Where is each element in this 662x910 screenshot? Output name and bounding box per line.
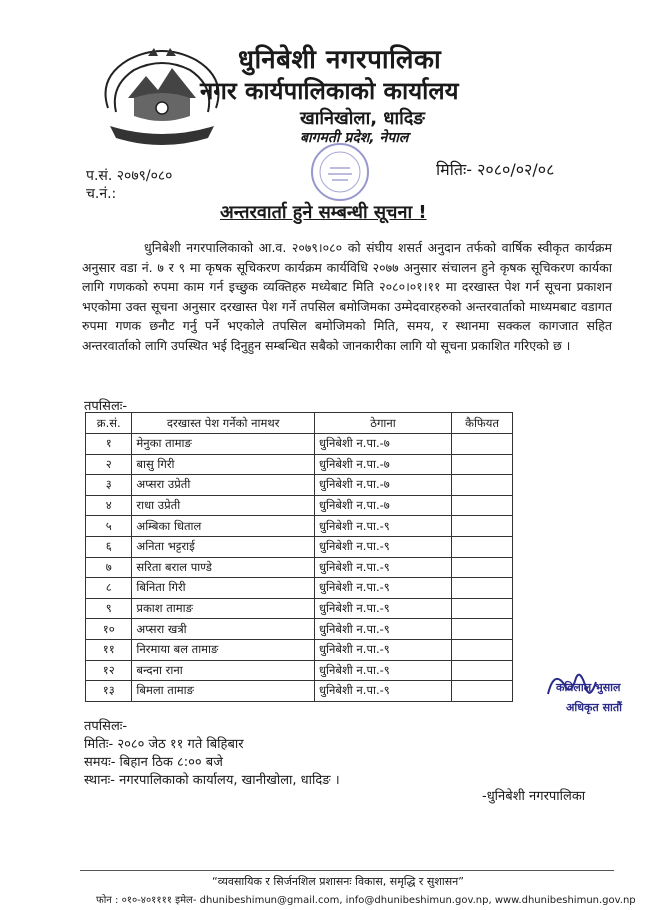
interview-date: मितिः- २०८० जेठ ११ गते बिहिबार: [84, 737, 244, 752]
interview-place: स्थानः- नगरपालिकाको कार्यालय, खानीखोला, धादिङ ।: [84, 773, 340, 788]
cell-sn: ३: [86, 475, 132, 496]
header-address: ठेगाना: [314, 413, 451, 434]
cell-sn: ९: [86, 598, 132, 619]
cell-sn: ८: [86, 578, 132, 599]
cell-remark: [452, 516, 513, 537]
org-name-line1: धुनिबेशी नगरपालिका: [238, 45, 442, 75]
cell-address: धुनिबेशी न.पा.-७: [314, 475, 451, 496]
footer-divider: [80, 870, 614, 871]
cell-sn: १३: [86, 681, 132, 702]
cell-name: अप्सरा उप्रेती: [132, 475, 315, 496]
org-province: बागमती प्रदेश, नेपाल: [300, 130, 409, 146]
table-row: [86, 516, 513, 537]
org-location: खानिखोला, धादिङ: [300, 108, 425, 129]
cell-address: धुनिबेशी न.पा.-९: [314, 578, 451, 599]
table-row: [86, 639, 513, 660]
header-remark: कैफियत: [452, 413, 513, 434]
cell-address: धुनिबेशी न.पा.-९: [314, 660, 451, 681]
cell-name: मेनुका तामाङ: [132, 434, 315, 455]
signatory-position: अधिकृत सातौं: [566, 701, 622, 714]
cell-address: धुनिबेशी न.पा.-७: [314, 434, 451, 455]
cell-address: धुनिबेशी न.पा.-९: [314, 557, 451, 578]
cell-name: निरमाया बल तामाङ: [132, 639, 315, 660]
table-row: [86, 598, 513, 619]
table-row: [86, 434, 513, 455]
footer-motto: “व्यवसायिक र सिर्जनशिल प्रशासनः विकास, समृद्धि र सुशासन”: [212, 875, 464, 888]
cell-sn: ७: [86, 557, 132, 578]
cell-remark: [452, 681, 513, 702]
cell-address: धुनिबेशी न.पा.-९: [314, 598, 451, 619]
cell-remark: [452, 454, 513, 475]
cell-sn: १: [86, 434, 132, 455]
cell-remark: [452, 619, 513, 640]
cell-name: बिनिता गिरी: [132, 578, 315, 599]
cell-name: बासु गिरी: [132, 454, 315, 475]
footer-contact: फोन : ०१०-४०११११ इमेल- dhunibeshimun@gmail.com, info@dhunibeshimun.gov.np, www.dhunibeshimun.gov.np: [96, 895, 636, 906]
cell-remark: [452, 639, 513, 660]
cell-name: बन्दना राना: [132, 660, 315, 681]
cell-sn: १०: [86, 619, 132, 640]
cell-remark: [452, 660, 513, 681]
cell-name: अप्सरा खत्री: [132, 619, 315, 640]
details-label: तपसिलः-: [84, 719, 128, 734]
table-row: [86, 681, 513, 702]
cell-name: बिमला तामाङ: [132, 681, 315, 702]
cell-address: धुनिबेशी न.पा.-९: [314, 516, 451, 537]
cell-name: सरिता बराल पाण्डे: [132, 557, 315, 578]
cell-address: धुनिबेशी न.पा.-७: [314, 454, 451, 475]
list-label: तपसिलः-: [84, 399, 128, 414]
cell-sn: ४: [86, 495, 132, 516]
cell-sn: २: [86, 454, 132, 475]
interview-time: समयः- बिहान ठिक ८:०० बजे: [84, 755, 223, 770]
cell-sn: ६: [86, 536, 132, 557]
table-row: [86, 557, 513, 578]
cell-address: धुनिबेशी न.पा.-९: [314, 619, 451, 640]
cell-address: धुनिबेशी न.पा.-९: [314, 639, 451, 660]
header-sn: क्र.सं.: [86, 413, 132, 434]
table-row: [86, 495, 513, 516]
closing-org: -धुनिबेशी नगरपालिका: [482, 789, 586, 804]
table-row: [86, 578, 513, 599]
cell-name: अनिता भट्टराई: [132, 536, 315, 557]
cell-remark: [452, 434, 513, 455]
table-header-row: [86, 413, 513, 434]
header-name: दरखास्त पेश गर्नेको नामथर: [132, 413, 315, 434]
table-row: [86, 454, 513, 475]
office-stamp-icon: [308, 140, 372, 204]
cell-remark: [452, 557, 513, 578]
table-row: [86, 475, 513, 496]
cell-remark: [452, 495, 513, 516]
cell-remark: [452, 475, 513, 496]
cell-address: धुनिबेशी न.पा.-९: [314, 681, 451, 702]
reference-number: प.सं. २०७९/०८०: [86, 168, 173, 184]
notice-title: अन्तरवार्ता हुने सम्बन्धी सूचना !: [220, 202, 427, 223]
signatory-name: कविलाल भुसाल: [556, 681, 621, 694]
cell-name: प्रकाश तामाङ: [132, 598, 315, 619]
cell-sn: ११: [86, 639, 132, 660]
cell-remark: [452, 578, 513, 599]
cell-name: राधा उप्रेती: [132, 495, 315, 516]
table-row: [86, 536, 513, 557]
notice-date: मितिः- २०८०/०२/०८: [436, 160, 555, 179]
cell-address: धुनिबेशी न.पा.-९: [314, 536, 451, 557]
notice-body: धुनिबेशी नगरपालिकाको आ.व. २०७९।०८० को संघीय शसर्त अनुदान तर्फको वार्षिक स्वीकृत कार्यक्रम अनुसार वडा नं. ७ र ९ मा कृषक सूचिकरण कार्यक्रम कार्यविधि २०७७ अनुसार संचालन हुने कृषक सूचिकरण कार्यका लागि गणकको रुपमा काम गर्न इच्छुक व्यक्तिहरु मध्येबाट मिति २०८०।०१।११ मा दरखास्त पेश गर्न सूचना प्रकाशन भएकोमा उक्त सूचना अनुसार दरखास्त पेश गर्ने तपसिल बमोजिमका उम्मेदवारहरुको अन्तरवार्ताको माध्यमबाट वडागत रुपमा गणक छनौट गर्नु पर्ने भएकोले तपसिल बमोजिमको मिति, समय, र स्थानमा सक्कल कागजात सहित अन्तरवार्ताको लागि उपस्थित भई दिनुहुन सम्बन्धित सबैको जानकारीका लागि यो सूचना प्रकाशित गरिएको छ ।: [82, 240, 612, 353]
cell-address: धुनिबेशी न.पा.-७: [314, 495, 451, 516]
org-name-line2: नगर कार्यपालिकाको कार्यालय: [200, 77, 459, 105]
cell-remark: [452, 536, 513, 557]
table-row: [86, 619, 513, 640]
table-row: [86, 660, 513, 681]
cell-sn: १२: [86, 660, 132, 681]
cell-name: अम्बिका धिताल: [132, 516, 315, 537]
dispatch-number: च.नं.:: [86, 186, 117, 202]
cell-sn: ५: [86, 516, 132, 537]
candidate-table: [85, 412, 513, 702]
cell-remark: [452, 598, 513, 619]
